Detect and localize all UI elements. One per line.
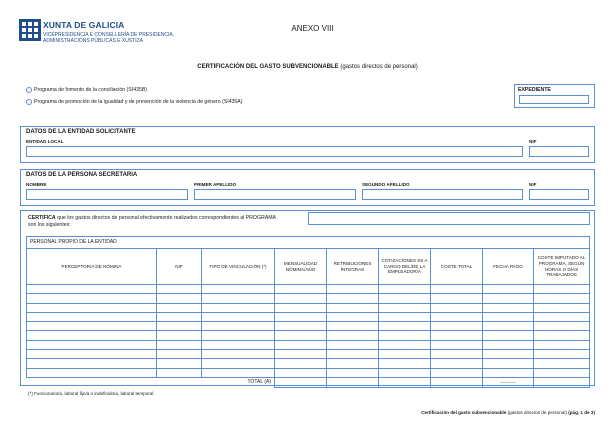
table-cell[interactable] bbox=[275, 368, 327, 377]
table-cell[interactable] bbox=[379, 312, 431, 321]
table-cell[interactable] bbox=[202, 322, 275, 331]
certify-program-input[interactable] bbox=[308, 212, 590, 225]
table-cell[interactable] bbox=[431, 322, 483, 331]
program-igualdad-radio[interactable] bbox=[26, 99, 32, 105]
table-cell[interactable] bbox=[379, 331, 431, 340]
column-header-retribuciones: RETRIBUCIONES ÍNTEGRAS bbox=[327, 249, 379, 285]
secretary-section-title: DATOS DE LA PERSONA SECRETARIA bbox=[26, 172, 138, 178]
table-cell[interactable] bbox=[431, 368, 483, 377]
staff-table-section-label: PERSONAL PROPIO DE LA ENTIDAD bbox=[27, 237, 590, 249]
table-cell[interactable] bbox=[327, 359, 379, 368]
total-mensualidad-cell[interactable] bbox=[275, 377, 327, 387]
column-header-perceptor: PERCEPTOR/A DE NÓMINA bbox=[27, 249, 157, 285]
table-cell[interactable] bbox=[327, 285, 379, 294]
table-cell[interactable] bbox=[534, 359, 590, 368]
secretary-first-surname-input[interactable] bbox=[194, 189, 356, 200]
table-cell[interactable] bbox=[534, 285, 590, 294]
program-igualdad-label: Programa de promoción de la igualdad y de prevención de la violencia de género (SI435A) bbox=[34, 99, 243, 105]
table-cell[interactable] bbox=[534, 312, 590, 321]
total-retribuciones-cell[interactable] bbox=[327, 377, 379, 387]
document-title-sub: (gastos directos de personal) bbox=[340, 64, 418, 70]
staff-table bbox=[26, 236, 590, 388]
table-row bbox=[27, 303, 590, 312]
total-fecha-pago-dash: ---------- bbox=[483, 377, 534, 387]
total-coste-imputado-cell[interactable] bbox=[534, 377, 590, 387]
table-cell[interactable] bbox=[157, 303, 202, 312]
entity-nif-input[interactable] bbox=[529, 146, 589, 157]
document-title-main: CERTIFICACIÓN DEL GASTO SUBVENCIONABLE bbox=[197, 64, 339, 70]
table-cell[interactable] bbox=[157, 340, 202, 349]
table-row bbox=[27, 322, 590, 331]
table-cell[interactable] bbox=[27, 322, 157, 331]
table-cell[interactable] bbox=[379, 322, 431, 331]
table-cell[interactable] bbox=[379, 359, 431, 368]
table-cell[interactable] bbox=[327, 350, 379, 359]
table-cell[interactable] bbox=[157, 294, 202, 303]
table-cell[interactable] bbox=[483, 312, 534, 321]
certify-line-1: que los gastos directos de personal efectivamente realizados correspondientes al PROGRAMA bbox=[57, 215, 276, 221]
column-header-fecha-pago: FECHA PAGO bbox=[483, 249, 534, 285]
table-cell[interactable] bbox=[202, 312, 275, 321]
table-cell[interactable] bbox=[431, 312, 483, 321]
department-line-2: ADMINISTRACIÓNS PÚBLICAS E XUSTIZA bbox=[43, 38, 144, 45]
entity-nif-label: NIF bbox=[529, 139, 537, 144]
table-cell[interactable] bbox=[431, 359, 483, 368]
secretary-name-label: NOMBRE bbox=[26, 182, 47, 187]
table-cell[interactable] bbox=[275, 312, 327, 321]
table-cell[interactable] bbox=[534, 331, 590, 340]
table-cell[interactable] bbox=[275, 303, 327, 312]
table-cell[interactable] bbox=[157, 322, 202, 331]
table-cell[interactable] bbox=[202, 340, 275, 349]
table-cell[interactable] bbox=[27, 285, 157, 294]
table-cell[interactable] bbox=[534, 294, 590, 303]
table-cell[interactable] bbox=[27, 331, 157, 340]
table-cell[interactable] bbox=[202, 294, 275, 303]
column-header-tipo-vinculacion: TIPO DE VINCULACIÓN (*) bbox=[202, 249, 275, 285]
table-cell[interactable] bbox=[157, 350, 202, 359]
column-header-cotizaciones: COTIZACIONES SS A CARGO DEL/DE LA EMPLEADOR/A bbox=[379, 249, 431, 285]
page-footer bbox=[421, 410, 595, 415]
table-cell[interactable] bbox=[27, 368, 157, 377]
table-cell[interactable] bbox=[431, 285, 483, 294]
table-cell[interactable] bbox=[327, 312, 379, 321]
table-cell[interactable] bbox=[431, 294, 483, 303]
table-cell[interactable] bbox=[483, 331, 534, 340]
table-cell[interactable] bbox=[202, 331, 275, 340]
table-cell[interactable] bbox=[431, 350, 483, 359]
table-cell[interactable] bbox=[27, 294, 157, 303]
secretary-name-input[interactable] bbox=[26, 189, 188, 200]
table-cell[interactable] bbox=[431, 331, 483, 340]
table-cell[interactable] bbox=[483, 359, 534, 368]
entity-section-title: DATOS DE LA ENTIDAD SOLICITANTE bbox=[26, 129, 136, 135]
table-cell[interactable] bbox=[327, 331, 379, 340]
table-cell[interactable] bbox=[379, 294, 431, 303]
table-cell[interactable] bbox=[431, 340, 483, 349]
table-cell[interactable] bbox=[431, 303, 483, 312]
certify-bold: CERTIFICA bbox=[28, 215, 56, 221]
table-row bbox=[27, 294, 590, 303]
table-cell[interactable] bbox=[483, 368, 534, 377]
program-conciliacion-label: Programa de fomento de la conciliación (SI435B) bbox=[34, 87, 148, 93]
footer-page: (pág. 1 de 3) bbox=[568, 410, 595, 415]
table-row bbox=[27, 359, 590, 368]
staff-table-total-row bbox=[27, 377, 590, 387]
table-cell[interactable] bbox=[327, 303, 379, 312]
program-conciliacion-radio[interactable] bbox=[26, 87, 32, 93]
table-cell[interactable] bbox=[157, 331, 202, 340]
column-header-mensualidad: MENSUALIDAD NÓMINA/AÑO bbox=[275, 249, 327, 285]
table-cell[interactable] bbox=[483, 303, 534, 312]
table-cell[interactable] bbox=[202, 285, 275, 294]
table-cell[interactable] bbox=[379, 285, 431, 294]
table-cell[interactable] bbox=[327, 294, 379, 303]
staff-table-body bbox=[27, 285, 590, 378]
table-row bbox=[27, 340, 590, 349]
table-cell[interactable] bbox=[483, 285, 534, 294]
table-cell[interactable] bbox=[275, 340, 327, 349]
table-cell[interactable] bbox=[483, 294, 534, 303]
annex-label: ANEXO VIII bbox=[291, 24, 334, 33]
table-cell[interactable] bbox=[27, 312, 157, 321]
table-cell[interactable] bbox=[275, 350, 327, 359]
department-name bbox=[43, 32, 174, 45]
table-cell[interactable] bbox=[379, 340, 431, 349]
table-cell[interactable] bbox=[534, 368, 590, 377]
footer-doc-name: Certificación del gasto subvencionable bbox=[421, 410, 507, 415]
table-cell[interactable] bbox=[379, 368, 431, 377]
certify-line-2: son los siguientes: bbox=[28, 221, 71, 228]
total-coste-total-cell[interactable] bbox=[431, 377, 483, 387]
table-cell[interactable] bbox=[534, 303, 590, 312]
table-cell[interactable] bbox=[275, 331, 327, 340]
table-cell[interactable] bbox=[202, 350, 275, 359]
table-cell[interactable] bbox=[157, 312, 202, 321]
table-cell[interactable] bbox=[157, 359, 202, 368]
table-cell[interactable] bbox=[202, 368, 275, 377]
document-title bbox=[0, 64, 615, 70]
table-cell[interactable] bbox=[379, 303, 431, 312]
table-cell[interactable] bbox=[202, 359, 275, 368]
table-cell[interactable] bbox=[327, 340, 379, 349]
column-header-nif: NIF bbox=[157, 249, 202, 285]
table-cell[interactable] bbox=[157, 368, 202, 377]
table-cell[interactable] bbox=[27, 350, 157, 359]
annex-heading bbox=[0, 24, 615, 33]
staff-table-section-row bbox=[27, 237, 590, 249]
table-cell[interactable] bbox=[534, 350, 590, 359]
table-row bbox=[27, 331, 590, 340]
secretary-nif-label: NIF bbox=[529, 182, 537, 187]
table-cell[interactable] bbox=[327, 322, 379, 331]
table-cell[interactable] bbox=[27, 340, 157, 349]
table-cell[interactable] bbox=[534, 340, 590, 349]
entity-local-input[interactable] bbox=[26, 146, 523, 157]
entity-local-label: ENTIDAD LOCAL bbox=[26, 139, 64, 144]
org-name: XUNTA DE GALICIA bbox=[43, 20, 125, 30]
staff-table-header-row bbox=[27, 249, 590, 285]
table-cell[interactable] bbox=[327, 368, 379, 377]
expediente-label: EXPEDIENTE bbox=[518, 87, 551, 93]
table-cell[interactable] bbox=[275, 285, 327, 294]
department-line-1: VICEPRESIDENCIA E CONSELLERÍA DE PRESIDENCIA, bbox=[43, 32, 175, 38]
table-row bbox=[27, 350, 590, 359]
secretary-second-surname-label: SEGUNDO APELLIDO bbox=[362, 182, 410, 187]
table-row bbox=[27, 285, 590, 294]
certify-text bbox=[28, 215, 313, 228]
table-cell[interactable] bbox=[275, 294, 327, 303]
table-cell[interactable] bbox=[157, 285, 202, 294]
secretary-nif-input[interactable] bbox=[529, 189, 589, 200]
column-header-coste-total: COSTE TOTAL bbox=[431, 249, 483, 285]
table-cell[interactable] bbox=[379, 350, 431, 359]
total-label: TOTAL (A) bbox=[27, 377, 275, 387]
table-row bbox=[27, 312, 590, 321]
table-row bbox=[27, 368, 590, 377]
expediente-input[interactable] bbox=[519, 95, 589, 104]
footer-doc-sub: (gastos directos de personal) bbox=[507, 410, 567, 415]
table-cell[interactable] bbox=[483, 350, 534, 359]
table-cell[interactable] bbox=[27, 303, 157, 312]
table-cell[interactable] bbox=[27, 359, 157, 368]
secretary-first-surname-label: PRIMER APELLIDO bbox=[194, 182, 237, 187]
column-header-coste-imputado: COSTE IMPUTADO AL PROGRAMA, SEGÚN HORAS O DÍAS TRABAJADOS bbox=[534, 249, 590, 285]
table-cell[interactable] bbox=[534, 322, 590, 331]
table-cell[interactable] bbox=[202, 303, 275, 312]
table-cell[interactable] bbox=[275, 322, 327, 331]
table-cell[interactable] bbox=[483, 322, 534, 331]
total-cotizaciones-cell[interactable] bbox=[379, 377, 431, 387]
secretary-second-surname-input[interactable] bbox=[362, 189, 523, 200]
table-cell[interactable] bbox=[275, 359, 327, 368]
table-cell[interactable] bbox=[483, 340, 534, 349]
footnote: (*) Funcionario/a, laboral fijo/a o indefinido/a, laboral temporal bbox=[28, 391, 154, 396]
